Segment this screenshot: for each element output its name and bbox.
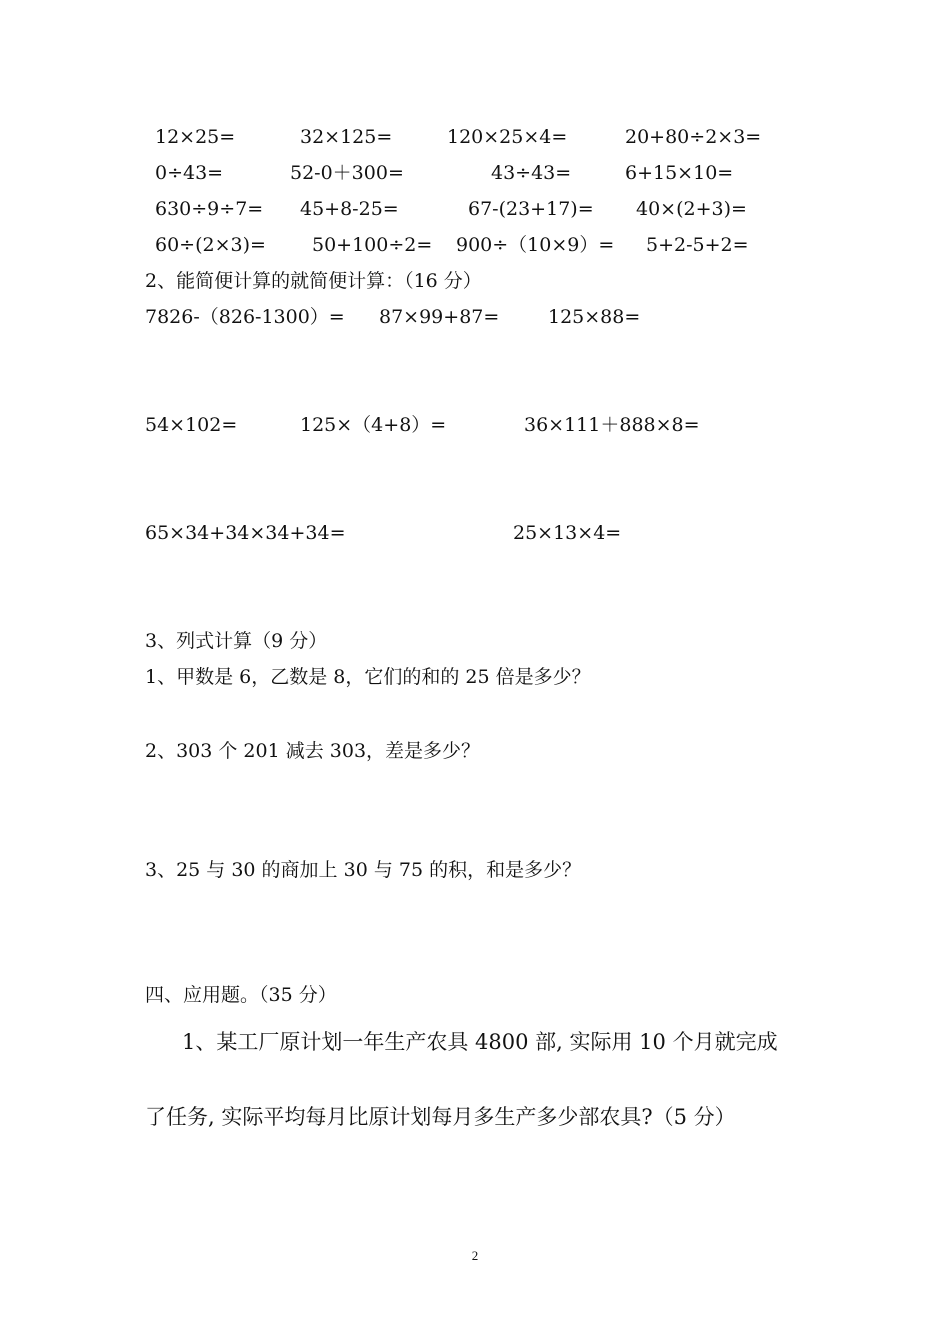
page-number: 2 (471, 1248, 479, 1263)
oral-calc-item: 20+80÷2×3= (625, 126, 762, 148)
application-problem-line-1: 1、某工厂原计划一年生产农具 4800 部, 实际用 10 个月就完成 (182, 1030, 778, 1054)
oral-calc-item: 5+2-5+2= (646, 234, 749, 256)
simplify-item: 25×13×4= (513, 522, 622, 544)
oral-calc-item: 12×25= (155, 126, 236, 148)
oral-calc-item: 6+15×10= (625, 162, 734, 184)
oral-calc-item: 45+8-25= (300, 198, 399, 220)
oral-calc-item: 67-(23+17)= (468, 198, 594, 220)
oral-calc-item: 50+100÷2= (312, 234, 433, 256)
simplify-item: 36×111＋888×8= (524, 414, 700, 436)
section-4-heading: 四、应用题。（35 分） (145, 984, 337, 1006)
section-2-heading: 2、能简便计算的就简便计算：（16 分） (145, 270, 482, 292)
oral-calc-item: 120×25×4= (447, 126, 568, 148)
simplify-item: 125×（4+8）= (300, 414, 447, 436)
oral-calc-item: 32×125= (300, 126, 393, 148)
oral-calc-item: 52-0＋300= (290, 162, 404, 184)
simplify-item: 65×34+34×34+34= (145, 522, 346, 544)
word-problem-2: 2、303 个 201 减去 303，差是多少？ (145, 740, 481, 762)
simplify-item: 7826-（826-1300）= (145, 306, 345, 328)
simplify-item: 87×99+87= (379, 306, 500, 328)
oral-calc-item: 43÷43= (491, 162, 572, 184)
simplify-item: 125×88= (548, 306, 641, 328)
simplify-item: 54×102= (145, 414, 238, 436)
oral-calc-item: 900÷（10×9）= (456, 234, 615, 256)
oral-calc-item: 40×(2+3)= (636, 198, 747, 220)
application-problem-line-2: 了任务, 实际平均每月比原计划每月多生产多少部农具?（5 分） (145, 1105, 736, 1129)
oral-calc-item: 60÷(2×3)= (155, 234, 266, 256)
oral-calc-item: 630÷9÷7= (155, 198, 264, 220)
oral-calc-item: 0÷43= (155, 162, 224, 184)
word-problem-1: 1、甲数是 6，乙数是 8，它们的和的 25 倍是多少？ (145, 666, 591, 688)
section-3-heading: 3、列式计算（9 分） (145, 630, 328, 652)
word-problem-3: 3、25 与 30 的商加上 30 与 75 的积，和是多少？ (145, 859, 582, 881)
